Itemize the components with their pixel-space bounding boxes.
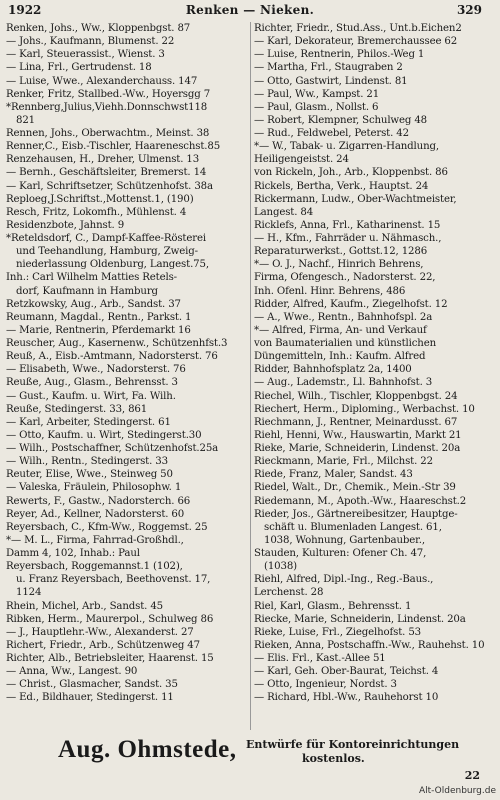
directory-entry-line: — Aug., Lademstr., Ll. Bahnhofst. 3 [254,377,433,389]
directory-entry-line: und Teehandlung, Hamburg, Zweig- [16,246,198,258]
directory-entry-line: Riehl, Alfred, Dipl.-Ing., Reg.-Baus., [254,574,434,586]
directory-entry-line: — Rud., Feldwebel, Peterst. 42 [254,128,409,139]
directory-entry-line: Rewerts, F., Gastw., Nadorsterch. 66 [6,495,191,507]
directory-entry-line: Stauden, Kulturen: Ofener Ch. 47, [254,548,427,559]
directory-entry-line: — H., Kfm., Fahrräder u. Nähmasch., [254,233,442,244]
directory-entry-line: niederlassung Oldenburg, Langest.75, [16,259,209,271]
directory-entry-line: (1038) [264,561,297,573]
directory-entry-line: — Karl, Dekorateur, Bremerchaussee 62 [254,36,458,48]
directory-entry-line: Inh. Ofenl. Hinr. Behrens, 486 [254,285,406,297]
footer-number: 22 [464,769,480,782]
directory-entry-line: — A., Wwe., Rentn., Bahnhofspl. 2a [254,311,433,323]
directory-entry-line: Firma, Ofengesch., Nadorsterst. 22, [254,272,436,284]
header-year: 1922 [8,3,42,17]
directory-entry-line: Damm 4, 102, Inhab.: Paul [6,548,140,559]
directory-entry-line: — Richard, Hbl.-Ww., Rauhehorst 10 [254,692,439,704]
directory-entry-line: Ridder, Alfred, Kaufm., Ziegelhofst. 12 [254,298,448,310]
directory-entry-line: Reuter, Elise, Wwe., Steinweg 50 [6,469,173,481]
directory-entry-line: Ribken, Herm., Maurerpol., Schulweg 86 [6,613,214,625]
directory-entry-line: Rieder, Jos., Gärtnereibesitzer, Hauptge- [254,508,458,520]
directory-entry-line: Richter, Friedr., Stud.Ass., Unt.b.Eichen2 [254,23,462,34]
directory-entry-line: Riel, Karl, Glasm., Behrensst. 1 [254,600,412,612]
directory-entry-line: Renker, Fritz, Stallbed.-Ww., Hoyersgg 7 [6,88,211,100]
advertisement [6,734,486,774]
directory-entry-line: Riechel, Wilh., Tischler, Kloppenbgst. 24 [254,390,458,402]
directory-entry-line: Rieke, Luise, Frl., Ziegelhofst. 53 [254,626,422,638]
directory-entry-line: Langest. 84 [254,206,314,218]
directory-entry-line: — Karl, Schriftsetzer, Schützenhofst. 38a [6,180,213,192]
directory-entry-line: Reumann, Magdal., Rentn., Parkst. 1 [6,311,192,323]
directory-entry-line: Riedel, Walt., Dr., Chemik., Mein.-Str 39 [254,482,456,494]
directory-entry-line: dorf, Kaufmann in Hamburg [16,285,158,297]
directory-entry-line: Rickels, Bertha, Verk., Hauptst. 24 [254,180,429,192]
directory-entry-line: Reparaturwerkst., Gottst.12, 1286 [254,246,428,258]
directory-entry-line: — Johs., Kaufmann, Blumenst. 22 [6,36,175,48]
page-header [0,3,500,21]
directory-entry-line: — Otto, Kaufm. u. Wirt, Stedingerst.30 [6,429,202,441]
directory-entry-line: Residenzbote, Jahnst. 9 [6,219,125,231]
directory-entry-line: Rennen, Johs., Oberwachtm., Meinst. 38 [6,128,210,139]
directory-entry-line: — Paul, Glasm., Nollst. 6 [254,101,379,113]
directory-entry-line: Reuße, Aug., Glasm., Behrensst. 3 [6,377,178,389]
directory-entry-line: Düngemitteln, Inh.: Kaufm. Alfred [254,351,426,363]
directory-entry-line: — Gust., Kaufm. u. Wirt, Fa. Wilh. [6,390,176,402]
directory-entry-line: Riehl, Henni, Ww., Hauswartin, Markt 21 [254,429,462,441]
directory-entry-line: — Martha, Frl., Staugraben 2 [254,62,403,74]
directory-entry-line: schäft u. Blumenladen Langest. 61, [264,521,442,533]
directory-entry-line: — Lina, Frl., Gertrudenst. 18 [6,62,152,74]
directory-entry-line: — Wilh., Rentn., Stedingerst. 33 [6,456,168,468]
directory-entry-line: Riecke, Marie, Schneiderin, Lindenst. 20a [254,613,466,625]
directory-entry-line: Renner,C., Eisb.-Tischler, Haareneschst.85 [6,141,221,153]
watermark: Alt-Oldenburg.de [418,786,496,796]
directory-entry-line: — Valeska, Fräulein, Philosophw. 1 [6,482,182,494]
directory-entry-line: Reuß, A., Eisb.-Amtmann, Nadorsterst. 76 [6,351,218,363]
directory-entry-line: Reyer, Ad., Kellner, Nadorsterst. 60 [6,508,185,520]
directory-entry-line: Riechert, Herm., Diploming., Werbachst. 10 [254,403,475,415]
directory-entry-line: Heiligengeistst. 24 [254,154,349,166]
directory-entry-line: u. Franz Reyersbach, Beethovenst. 17, [16,574,211,586]
directory-entry-line: 821 [16,114,35,126]
directory-entry-line: Riedemann, M., Apoth.-Ww., Haareschst.2 [254,495,467,507]
left-column [6,22,250,705]
header-page-number: 329 [456,3,482,17]
directory-entry-line: Riede, Franz, Maler, Sandst. 43 [254,469,413,481]
directory-entry-line: — Elis. Frl., Kast.-Allee 51 [254,653,386,664]
directory-entry-line: Inh.: Carl Wilhelm Matties Retels- [6,272,177,284]
directory-entry-line: — Ed., Bildhauer, Stedingerst. 11 [6,692,174,704]
directory-entry-line: — Paul, Ww., Kampst. 21 [254,88,380,100]
directory-entry-line: — Otto, Ingenieur, Nordst. 3 [254,679,397,691]
directory-entry-line: Ricklefs, Anna, Frl., Katharinenst. 15 [254,219,441,231]
ad-tagline: Entwürfe für Kontoreinrichtungen [246,738,460,751]
directory-entry-line: — Robert, Klempner, Schulweg 48 [254,114,428,126]
directory-entry-line: 1038, Wohnung, Gartenbauber., [264,534,425,546]
directory-entry-line: Riechmann, J., Rentner, Meinardusst. 67 [254,416,458,428]
header-title: Renken — Nieken. [185,3,315,17]
directory-entry-line: Rhein, Michel, Arb., Sandst. 45 [6,600,163,612]
directory-entry-line: Rieken, Anna, Postschaffn.-Ww., Rauhehst. 10 [254,639,485,651]
directory-entry-line: — Elisabeth, Wwe., Nadorsterst. 76 [6,364,186,376]
ad-company-name: Aug. Ohmstede, [58,736,237,763]
directory-entry-line: Renzehausen, H., Dreher, Ulmenst. 13 [6,154,200,166]
directory-entry-line: Renken, Johs., Ww., Kloppenbgst. 87 [6,23,191,34]
directory-entry-line: — Luise, Wwe., Alexanderchauss. 147 [6,75,198,87]
directory-entry-line: von Rickeln, Joh., Arb., Kloppenbst. 86 [254,167,448,179]
directory-entry-line: — Karl, Arbeiter, Stedingerst. 61 [6,416,171,428]
directory-entry-line: Retzkowsky, Aug., Arb., Sandst. 37 [6,298,181,310]
directory-entry-line: — Otto, Gastwirt, Lindenst. 81 [254,75,408,87]
directory-entry-line: *— Alfred, Firma, An- und Verkauf [254,324,427,336]
directory-entry-line: Richert, Friedr., Arb., Schützenweg 47 [6,639,200,651]
directory-entry-line: Rieke, Marie, Schneiderin, Lindenst. 20a [254,443,461,454]
directory-entry-line: von Baumaterialien und künstlichen [254,338,436,349]
directory-entry-line: *Rennberg,Julius,Viehh.Donnschwst118 [6,101,208,113]
directory-entry-line: — Christ., Glasmacher, Sandst. 35 [6,679,178,691]
directory-entry-line: — Wilh., Postschaffner, Schützenhofst.25a [6,443,219,454]
directory-entry-line: Richter, Alb., Betriebsleiter, Haarenst. 15 [6,653,214,664]
directory-entry-line: — Karl, Geh. Ober-Baurat, Teichst. 4 [254,666,439,678]
directory-entry-line: — Anna, Ww., Langest. 90 [6,666,138,678]
ad-tagline-2: kostenlos. [302,752,365,765]
directory-entry-line: Reyersbach, C., Kfm-Ww., Roggemst. 25 [6,521,208,533]
directory-entry-line: 1124 [16,587,42,599]
directory-entry-line: — Karl, Steuerassist., Wienst. 3 [6,49,165,61]
right-column [254,22,498,705]
directory-entry-line: — Luise, Rentnerin, Philos.-Weg 1 [254,49,425,61]
directory-entry-line: — Marie, Rentnerin, Pferdemarkt 16 [6,324,191,336]
directory-entry-line: Ridder, Bahnhofsplatz 2a, 1400 [254,364,412,376]
directory-entry-line: *Reteldsdorf, C., Dampf-Kaffee-Rösterei [6,233,206,244]
directory-entry-line: *— W., Tabak- u. Zigarren-Handlung, [254,141,439,153]
directory-entry-line: *— M. L., Firma, Fahrrad-Großhdl., [6,534,184,546]
directory-entry-line: Reuße, Stedingerst. 33, 861 [6,403,148,415]
directory-entry-line: — Bernh., Geschäftsleiter, Bremerst. 14 [6,167,207,179]
directory-entry-line: — J., Hauptlehr.-Ww., Alexanderst. 27 [6,626,194,638]
directory-entry-line: Lerchenst. 28 [254,587,324,599]
directory-entry-line: Reuscher, Aug., Kasernenw., Schützenhfst.3 [6,338,228,349]
directory-entry-line: Rickermann, Ludw., Ober-Wachtmeister, [254,193,457,205]
directory-entry-line: Resch, Fritz, Lokomfh., Mühlenst. 4 [6,206,187,218]
directory-entry-line: Reyersbach, Roggemannst.1 (102), [6,561,183,573]
column-divider [250,22,251,730]
directory-entry-line: Reploeg,J.Schriftst.,Mottenst.1, (190) [6,193,194,205]
directory-entry-line: Rieckmann, Marie, Frl., Milchst. 22 [254,456,433,468]
directory-entry-line: *— O. J., Nachf., Hinrich Behrens, [254,259,424,271]
